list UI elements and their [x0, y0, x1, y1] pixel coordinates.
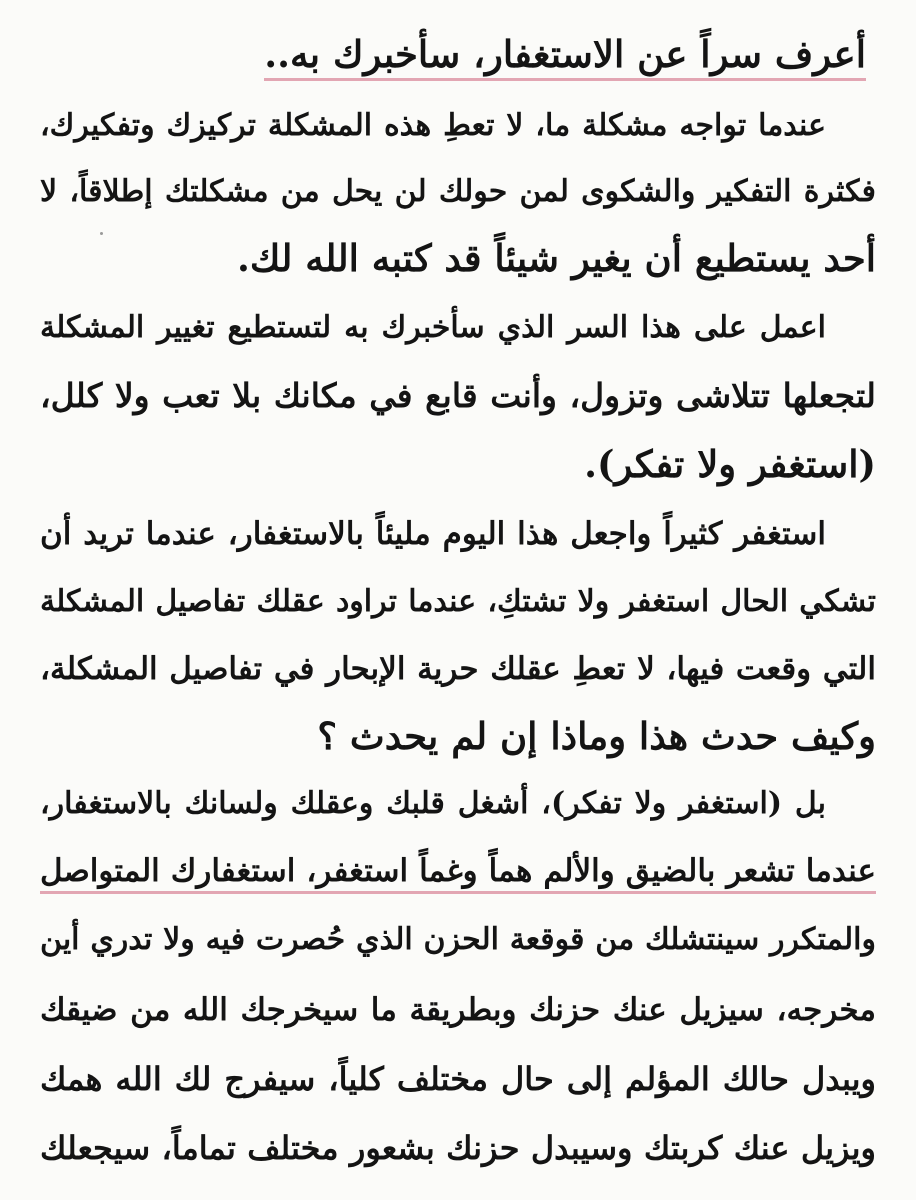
- paragraph-2-line-3: (استغفر ولا تفكر).: [584, 442, 876, 486]
- page-speck: [100, 232, 103, 235]
- paragraph-3-line-4: وكيف حدث هذا وماذا إن لم يحدث ؟: [317, 714, 876, 758]
- paragraph-4-line-1: بل (استغفر ولا تفكر)، أشغل قلبك وعقلك ولسانك بالاستغفار،: [40, 786, 826, 821]
- paragraph-3-line-3: التي وقعت فيها، لا تعطِ عقلك حرية الإبحار في تفاصيل المشكلة،: [40, 651, 876, 687]
- paragraph-1-line-1: عندما تواجه مشكلة ما، لا تعطِ هذه المشكلة تركيزك وتفكيرك،: [40, 108, 826, 143]
- paragraph-3-line-2: تشكي الحال استغفر ولا تشتكِ، عندما تراود عقلك تفاصيل المشكلة: [40, 584, 876, 619]
- heading-text: أعرف سراً عن الاستغفار، سأخبرك به..: [264, 32, 866, 81]
- paragraph-1-line-3: أحد يستطيع أن يغير شيئاً قد كتبه الله لك.: [237, 236, 876, 280]
- paragraph-4-line-3: والمتكرر سينتشلك من قوقعة الحزن الذي حُصرت فيه ولا تدري أين: [40, 922, 876, 957]
- paragraph-2-line-1: اعمل على هذا السر الذي سأخبرك به لتستطيع تغيير المشكلة: [40, 310, 826, 345]
- paragraph-1-line-2: فكثرة التفكير والشكوى لمن حولك لن يحل من مشكلتك إطلاقاً، لا: [40, 174, 876, 209]
- paragraph-3-line-1: استغفر كثيراً واجعل هذا اليوم مليئاً بالاستغفار، عندما تريد أن: [40, 516, 826, 552]
- paragraph-4-line-5: ويبدل حالك المؤلم إلى حال مختلف كلياً، سيفرج لك الله همك: [40, 1060, 876, 1098]
- paragraph-2-line-2: لتجعلها تتلاشى وتزول، وأنت قابع في مكانك بلا تعب ولا كلل،: [40, 376, 876, 415]
- paragraph-4-line-6: ويزيل عنك كربتك وسيبدل حزنك بشعور مختلف تماماً، سيجعلك: [40, 1129, 876, 1167]
- paragraph-4-line-2: [40, 845, 876, 897]
- page-heading: [40, 28, 866, 80]
- paragraph-4-line-4: مخرجه، سيزيل عنك حزنك وبطريقة ما سيخرجك الله من ضيقك: [40, 992, 876, 1028]
- highlighted-line-text: عندما تشعر بالضيق والألم هماً وغماً استغفر، استغفارك المتواصل: [40, 853, 876, 894]
